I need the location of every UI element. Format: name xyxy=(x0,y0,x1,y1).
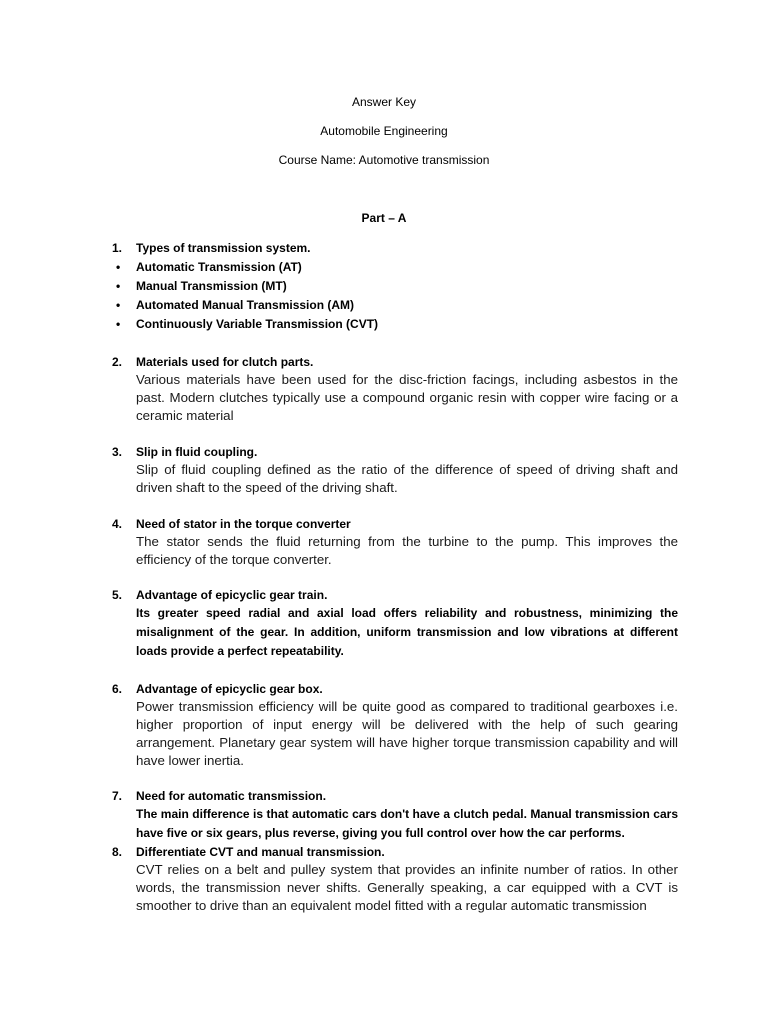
question-title: Advantage of epicyclic gear box. xyxy=(136,682,323,696)
part-heading: Part – A xyxy=(361,211,407,225)
list-item: • Automated Manual Transmission (AM) xyxy=(112,296,678,315)
question-number: 1. xyxy=(112,241,123,255)
question-title: Need of stator in the torque converter xyxy=(136,517,351,531)
question-7 xyxy=(112,787,678,843)
question-3 xyxy=(112,443,678,497)
question-1 xyxy=(112,239,678,257)
question-number: 7. xyxy=(112,789,123,803)
bullet-icon: • xyxy=(116,298,121,312)
question-title: Slip in fluid coupling. xyxy=(136,445,258,459)
bullet-icon: • xyxy=(116,260,121,274)
question-number: 4. xyxy=(112,517,123,531)
answer-text: Various materials have been used for the disc-friction facings, including asbestos in the past. Modern clutches typically use a compound organic resin with copper wire facing or a ceramic material xyxy=(136,372,678,423)
doc-subject: Automobile Engineering xyxy=(320,124,448,138)
list-item: • Automatic Transmission (AT) xyxy=(112,258,678,277)
list-item: • Continuously Variable Transmission (CVT) xyxy=(112,315,678,334)
answer-text: Its greater speed radial and axial load offers reliability and robustness, minimizing the misalignment of the gear. In addition, uniform transmission and low vibrations at different loads provide a perfect repeatability. xyxy=(136,606,678,658)
question-4 xyxy=(112,515,678,569)
bullet-icon: • xyxy=(116,279,121,293)
bullet-icon: • xyxy=(116,317,121,331)
question-number: 5. xyxy=(112,588,123,602)
question-number: 8. xyxy=(112,845,123,859)
question-title: Differentiate CVT and manual transmission. xyxy=(136,845,385,859)
transmission-types-list xyxy=(112,258,678,334)
answer-text: The main difference is that automatic cars don't have a clutch pedal. Manual transmission cars have five or six gears, plus reverse, giving you full control over how the car performs. xyxy=(136,807,678,840)
question-number: 2. xyxy=(112,355,123,369)
question-5 xyxy=(112,586,678,661)
question-title: Materials used for clutch parts. xyxy=(136,355,314,369)
question-8 xyxy=(112,843,678,915)
question-number: 6. xyxy=(112,682,123,696)
answer-text: The stator sends the fluid returning from the turbine to the pump. This improves the efficiency of the torque converter. xyxy=(136,534,678,567)
doc-title: Answer Key xyxy=(351,95,417,109)
course-name: Course Name: Automotive transmission xyxy=(278,153,490,167)
list-item: • Manual Transmission (MT) xyxy=(112,277,678,296)
answer-text: Slip of fluid coupling defined as the ratio of the difference of speed of driving shaft and driven shaft to the speed of the driving shaft. xyxy=(136,462,678,495)
answer-text: Power transmission efficiency will be quite good as compared to traditional gearboxes i.e. higher proportion of input energy will be delivered with the help of such gearing arrangement. Planetary gear system will have higher torque transmission capability and will have lower inertia. xyxy=(136,699,678,768)
question-title: Types of transmission system. xyxy=(136,241,311,255)
question-title: Advantage of epicyclic gear train. xyxy=(136,588,328,602)
answer-text: CVT relies on a belt and pulley system that provides an infinite number of ratios. In other words, the transmission never shifts. Generally speaking, a car equipped with a CVT is smoother to drive than an equivalent model fitted with a regular automatic transmission xyxy=(136,862,678,913)
question-number: 3. xyxy=(112,445,123,459)
question-2 xyxy=(112,353,678,425)
question-title: Need for automatic transmission. xyxy=(136,789,327,803)
question-6 xyxy=(112,680,678,770)
